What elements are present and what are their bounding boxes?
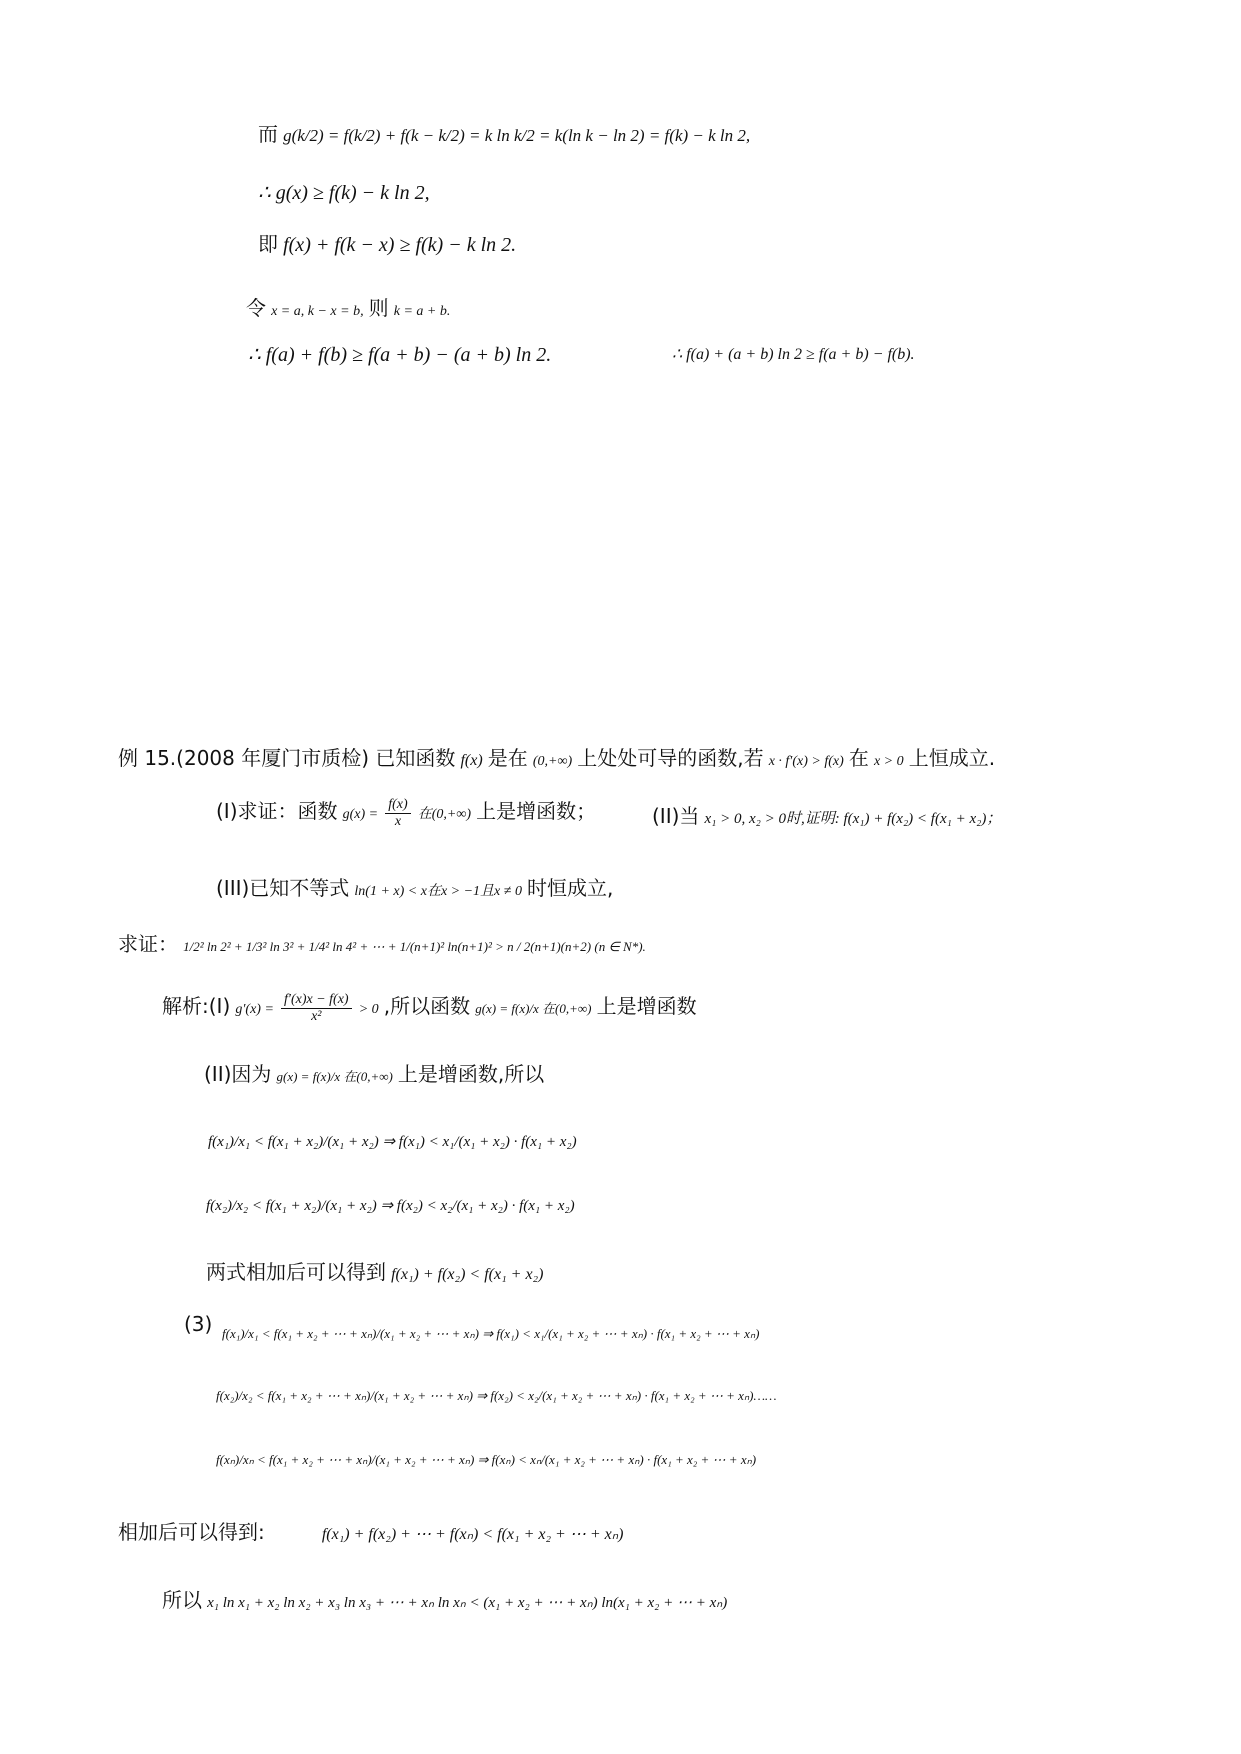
sol1-tail: 上是增函数 [596,994,697,1018]
part2 [652,800,1001,829]
line-ji [258,228,516,257]
part3 [216,872,613,901]
sol1-label: 解析:(I) [162,994,231,1018]
equation-1: f(x₁)/x₁ < f(x₁ + x₂)/(x₁ + x₂) ⇒ f(x₁) < x₁/(x₁ + x₂) · f(x₁ + x₂) [208,1134,577,1150]
title-fx: f(x) [460,752,483,769]
title-mid3: 在 [848,746,869,770]
sol1-fraction [281,992,352,1025]
text-er: 而 [258,122,278,146]
line-g-geq: ∴ g(x) ≥ f(k) − k ln 2, [258,182,430,204]
add-line [118,1516,623,1545]
part1-g: g(x) = [342,807,379,822]
sum-expr: f(x₁) + f(x₂) < f(x₁ + x₂) [391,1266,544,1283]
expr-g-k-half: g(k/2) = f(k/2) + f(k − k/2) = k ln k/2 = k(ln k − ln 2) = f(k) − k ln 2, [283,126,751,145]
part1-tail: 上是增函数； [476,799,597,823]
part3-sol-label: (3) [184,1312,213,1336]
example-title [118,742,995,771]
text-ze: 则 [368,296,389,320]
sol1-mid: ,所以函数 [383,994,471,1018]
part1-fraction [385,797,410,830]
sol1-g: g′(x) = [235,1002,274,1017]
part1-den: x [394,814,402,829]
sol1-small: g(x) = f(x)/x 在(0,+∞) [475,1001,592,1016]
line-conclusion-right: ∴ f(a) + (a + b) ln 2 ≥ f(a + b) − f(b). [672,346,915,363]
sol1-gt: > 0 [358,1002,379,1017]
part3-label: (III)已知不等式 [216,876,350,900]
part1 [216,795,596,830]
title-mid1: 是在 [487,746,528,770]
sol2-small: g(x) = f(x)/x 在(0,+∞) [276,1069,393,1084]
title-domain: (0,+∞) [532,754,573,769]
expr-ji: f(x) + f(k − x) ≥ f(k) − k ln 2. [283,234,517,256]
part3-tail: 时恒成立, [527,876,614,900]
part1-num: f(x) [385,797,410,814]
so-label: 所以 [162,1588,202,1612]
so-expr: x₁ ln x₁ + x₂ ln x₂ + x₃ ln x₃ + ⋯ + xₙ ln xₙ < (x₁ + x₂ + ⋯ + xₙ) ln(x₁ + x₂ + ⋯ + xₙ) [207,1595,728,1611]
prove-label: 求证： [118,932,178,956]
title-mid2: 上处处可导的函数,若 [577,746,764,770]
sum-line [206,1256,543,1285]
expr-ling-b: k = a + b. [393,304,451,319]
prove-line [118,928,646,957]
solution-2 [204,1058,544,1087]
solution-1 [162,990,697,1025]
add-expr: f(x₁) + f(x₂) + ⋯ + f(xₙ) < f(x₁ + x₂ + ⋯ + xₙ) [321,1526,624,1543]
equation-2: f(x₂)/x₂ < f(x₁ + x₂)/(x₁ + x₂) ⇒ f(x₂) < x₂/(x₁ + x₂) · f(x₁ + x₂) [206,1198,575,1214]
part1-domain: 在(0,+∞) [417,807,471,822]
equation-5: f(xₙ)/xₙ < f(x₁ + x₂ + ⋯ + xₙ)/(x₁ + x₂ + ⋯ + xₙ) ⇒ f(xₙ) < xₙ/(x₁ + x₂ + ⋯ + xₙ) · f(x₁ + x₂ + ⋯ + xₙ) [216,1452,757,1467]
title-x0: x > 0 [873,754,904,769]
sum-text: 两式相加后可以得到 [206,1260,386,1284]
part2-label: (II)当 [652,804,700,828]
sol1-den: x² [311,1009,322,1024]
sol2-label: (II)因为 [204,1062,272,1086]
text-ji: 即 [258,232,278,256]
sol2-tail: 上是增函数,所以 [397,1062,545,1086]
line-conclusion-left: ∴ f(a) + f(b) ≥ f(a + b) − (a + b) ln 2. [248,344,552,366]
equation-3: f(x₁)/x₁ < f(x₁ + x₂ + ⋯ + xₙ)/(x₁ + x₂ + ⋯ + xₙ) ⇒ f(x₁) < x₁/(x₁ + x₂ + ⋯ + xₙ) · f(x₁ + x₂ + ⋯ + xₙ) [222,1326,760,1341]
title-cond: x · f′(x) > f(x) [768,754,844,769]
sol1-num: f′(x)x − f(x) [281,992,352,1009]
title-prefix: 例 15.(2008 年厦门市质检) 已知函数 [118,746,456,770]
text-ling: 令 [246,296,266,320]
part3-ineq: ln(1 + x) < x在x > −1且x ≠ 0 [354,884,522,899]
prove-expr: 1/2² ln 2² + 1/3² ln 3² + 1/4² ln 4² + ⋯ + 1/(n+1)² ln(n+1)² > n / 2(n+1)(n+2) (n ∈ N*). [183,939,646,954]
part2-cond: x₁ > 0, x₂ > 0时,证明: f(x₁) + f(x₂) < f(x₁ + x₂)； [704,811,1002,827]
so-line [162,1584,727,1613]
add-label: 相加后可以得到: [118,1520,265,1544]
line-ling [246,292,450,321]
title-end: 上恒成立. [908,746,996,770]
expr-ling-a: x = a, k − x = b, [271,304,364,319]
line-g-k-half [258,118,750,147]
equation-4: f(x₂)/x₂ < f(x₁ + x₂ + ⋯ + xₙ)/(x₁ + x₂ + ⋯ + xₙ) ⇒ f(x₂) < x₂/(x₁ + x₂ + ⋯ + xₙ) · f(x₁ + x₂ + ⋯ + xₙ)…… [216,1388,777,1403]
part1-label: (I)求证：函数 [216,799,338,823]
